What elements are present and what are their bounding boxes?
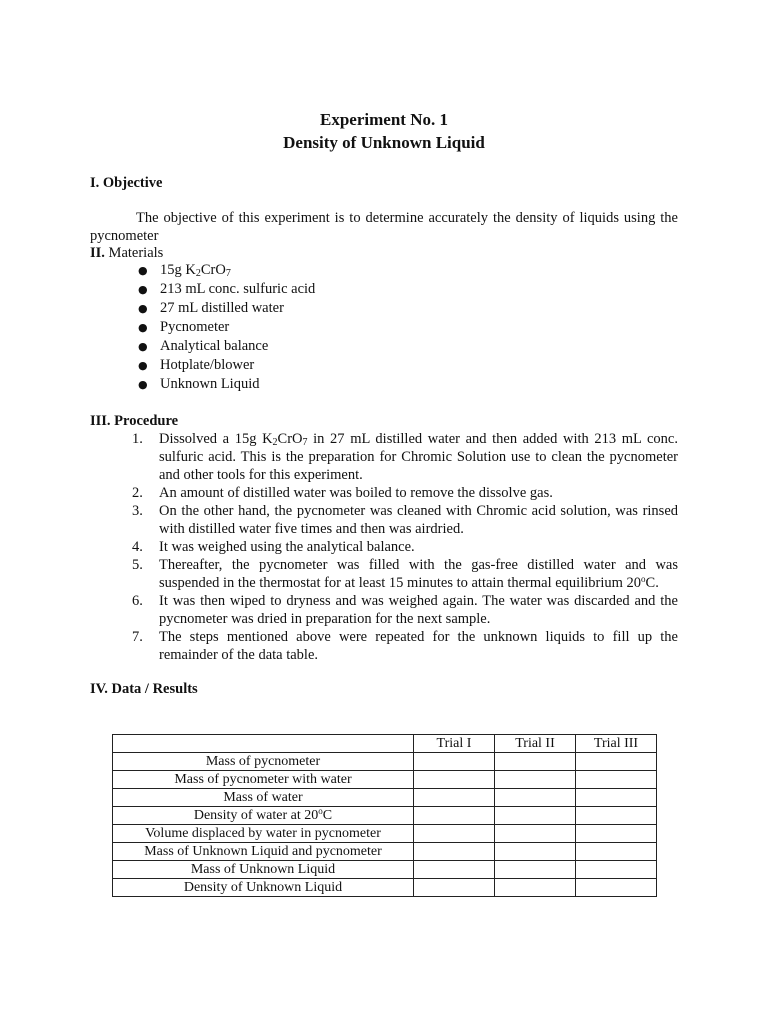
bullet-icon: ● [138, 340, 148, 353]
objective-text: The objective of this experiment is to determine accurately the density of liquids using the pycnometer [90, 210, 678, 244]
procedure-step: 3. On the other hand, the pycnometer was cleaned with Chromic acid solution, was rinsed with distilled water five times and then was airdried. [132, 503, 678, 537]
table-cell [576, 789, 657, 807]
table-cell [414, 807, 495, 825]
table-row [113, 789, 657, 807]
row-label: Mass of pycnometer with water [113, 771, 414, 789]
list-item: ● Pycnometer [138, 319, 230, 335]
table-row [113, 843, 657, 861]
table-cell [495, 879, 576, 897]
list-item: ● Analytical balance [138, 338, 269, 354]
list-item: ● Hotplate/blower [138, 357, 255, 373]
table-cell [495, 825, 576, 843]
table-cell [495, 753, 576, 771]
list-item: ● 213 mL conc. sulfuric acid [138, 281, 316, 297]
procedure-steps [132, 430, 678, 664]
table-header-trial-1: Trial I [414, 735, 495, 753]
table-cell [414, 771, 495, 789]
table-cell [576, 879, 657, 897]
bullet-icon: ● [138, 378, 148, 391]
procedure-heading: III. Procedure [90, 413, 179, 429]
table-cell [495, 789, 576, 807]
table-header-trial-3: Trial III [576, 735, 657, 753]
row-label: Mass of Unknown Liquid [113, 861, 414, 879]
row-label: Density of water at 20$^o$C [113, 807, 414, 825]
procedure-step: 6. It was then wiped to dryness and was weighed again. The water was discarded and the pycnometer was dried in preparation for the next sample. [132, 593, 678, 627]
table-cell [576, 861, 657, 879]
row-label: Mass of Unknown Liquid and pycnometer [113, 843, 414, 861]
row-label: Volume displaced by water in pycnometer [113, 825, 414, 843]
table-cell [414, 843, 495, 861]
table-header-blank [113, 735, 414, 753]
row-label: Density of Unknown Liquid [113, 879, 414, 897]
table-cell [414, 825, 495, 843]
table-cell [576, 753, 657, 771]
bullet-icon: ● [138, 283, 148, 296]
list-item: ● 15g $K_2CrO_7$ [138, 262, 231, 279]
table-row [113, 753, 657, 771]
bullet-icon: ● [138, 359, 148, 372]
table-row [113, 807, 657, 825]
table-cell [495, 861, 576, 879]
table-row [113, 879, 657, 897]
bullet-icon: ● [138, 321, 148, 334]
bullet-icon: ● [138, 264, 148, 277]
materials-list [138, 261, 315, 394]
table-cell [495, 807, 576, 825]
experiment-name-title: Density of Unknown Liquid [283, 133, 485, 152]
list-item: ● 27 mL distilled water [138, 300, 284, 316]
table-cell [495, 771, 576, 789]
table-row [113, 771, 657, 789]
table-cell [414, 789, 495, 807]
table-cell [414, 753, 495, 771]
row-label: Mass of pycnometer [113, 753, 414, 771]
table-header-row [113, 735, 657, 753]
procedure-step: 4. It was weighed using the analytical balance. [132, 539, 415, 555]
procedure-step: 7. The steps mentioned above were repeated for the unknown liquids to fill up the remainder of the data table. [132, 629, 678, 663]
procedure-step: 1. Dissolved a 15g $K_2CrO_7$ in 27 mL distilled water and then added with 213 mL conc. sulfuric acid. This is the preparation for Chromic Solution use to clean the pycnometer and other tools for this experiment. [132, 431, 678, 483]
table-cell [576, 825, 657, 843]
materials-heading-label: Materials [108, 245, 164, 261]
data-results-heading: IV. Data / Results [90, 681, 198, 697]
experiment-number-title: Experiment No. 1 [320, 110, 448, 129]
table-cell [576, 771, 657, 789]
table-row [113, 825, 657, 843]
bullet-icon: ● [138, 302, 148, 315]
row-label: Mass of water [113, 789, 414, 807]
objective-heading: I. Objective [90, 175, 163, 191]
table-cell [576, 807, 657, 825]
materials-heading-number: II. [90, 245, 105, 261]
procedure-step: 2. An amount of distilled water was boiled to remove the dissolve gas. [132, 485, 553, 501]
table-row [113, 861, 657, 879]
table-cell [576, 843, 657, 861]
table-header-trial-2: Trial II [495, 735, 576, 753]
table-cell [414, 879, 495, 897]
procedure-step: 5. Thereafter, the pycnometer was filled with the gas-free distilled water and was suspended in the thermostat for at least 15 minutes to attain thermal equilibrium 20$^o$C. [132, 557, 678, 591]
list-item: ● Unknown Liquid [138, 376, 260, 392]
table-cell [414, 861, 495, 879]
table-cell [495, 843, 576, 861]
data-table [112, 734, 657, 897]
